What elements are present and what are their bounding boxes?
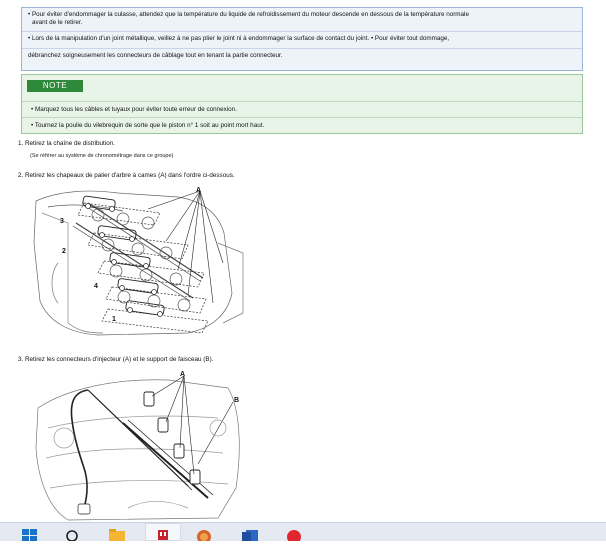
word-icon[interactable] bbox=[241, 526, 257, 541]
order-number-2: 2 bbox=[62, 248, 66, 255]
order-number-3: 3 bbox=[60, 218, 64, 225]
step-1: 1. Retirez la chaîne de distribution. bbox=[18, 140, 115, 147]
note-label: NOTE bbox=[27, 80, 83, 92]
caution-item-2: • Lors de la manipulation d'un joint métallique, veillez à ne pas plier le joint ni à endommager la surface de contact du joint. • Pour éviter tout dommage, bbox=[22, 31, 582, 43]
order-number-4: 4 bbox=[94, 283, 98, 290]
note-item-2: • Tournez la poulie du vilebrequin de sorte que le piston n° 1 soit au point mort haut. bbox=[22, 117, 582, 133]
camshaft-caps-figure bbox=[28, 183, 248, 338]
note-item-1: • Marquez tous les câbles et tuyaux pour éviter toute erreur de connexion. bbox=[22, 101, 582, 117]
caution-item-1: • Pour éviter d'endommager la culasse, attendez que la température du liquide de refroidissement du moteur descende en dessous de la température normale avant de le retirer. bbox=[28, 11, 469, 26]
taskbar bbox=[0, 522, 606, 541]
document-app-icon[interactable] bbox=[145, 523, 181, 541]
order-number-1: 1 bbox=[112, 316, 116, 323]
callout-a: A bbox=[196, 187, 202, 194]
step-1-reference: (Se référer au système de chronométrage dans ce groupe) bbox=[30, 153, 174, 159]
file-explorer-icon[interactable] bbox=[108, 526, 124, 541]
opera-icon[interactable] bbox=[286, 526, 302, 541]
callout-b: B bbox=[234, 397, 240, 404]
injector-connectors-figure bbox=[28, 368, 248, 522]
browser-icon[interactable] bbox=[196, 526, 212, 541]
callout-a: A bbox=[180, 371, 186, 378]
step-3: 3. Retirez les connecteurs d'injecteur (A) et le support de faisceau (B). bbox=[18, 356, 214, 363]
caution-item-3: débranchez soigneusement les connecteurs de câblage tout en tenant la partie connecteur. bbox=[22, 48, 582, 60]
windows-start-icon[interactable] bbox=[22, 526, 38, 541]
caution-box bbox=[21, 7, 583, 71]
step-2: 2. Retirez les chapeaux de palier d'arbre à cames (A) dans l'ordre ci-dessous. bbox=[18, 172, 235, 179]
search-icon[interactable] bbox=[64, 526, 80, 541]
note-box bbox=[21, 74, 583, 134]
